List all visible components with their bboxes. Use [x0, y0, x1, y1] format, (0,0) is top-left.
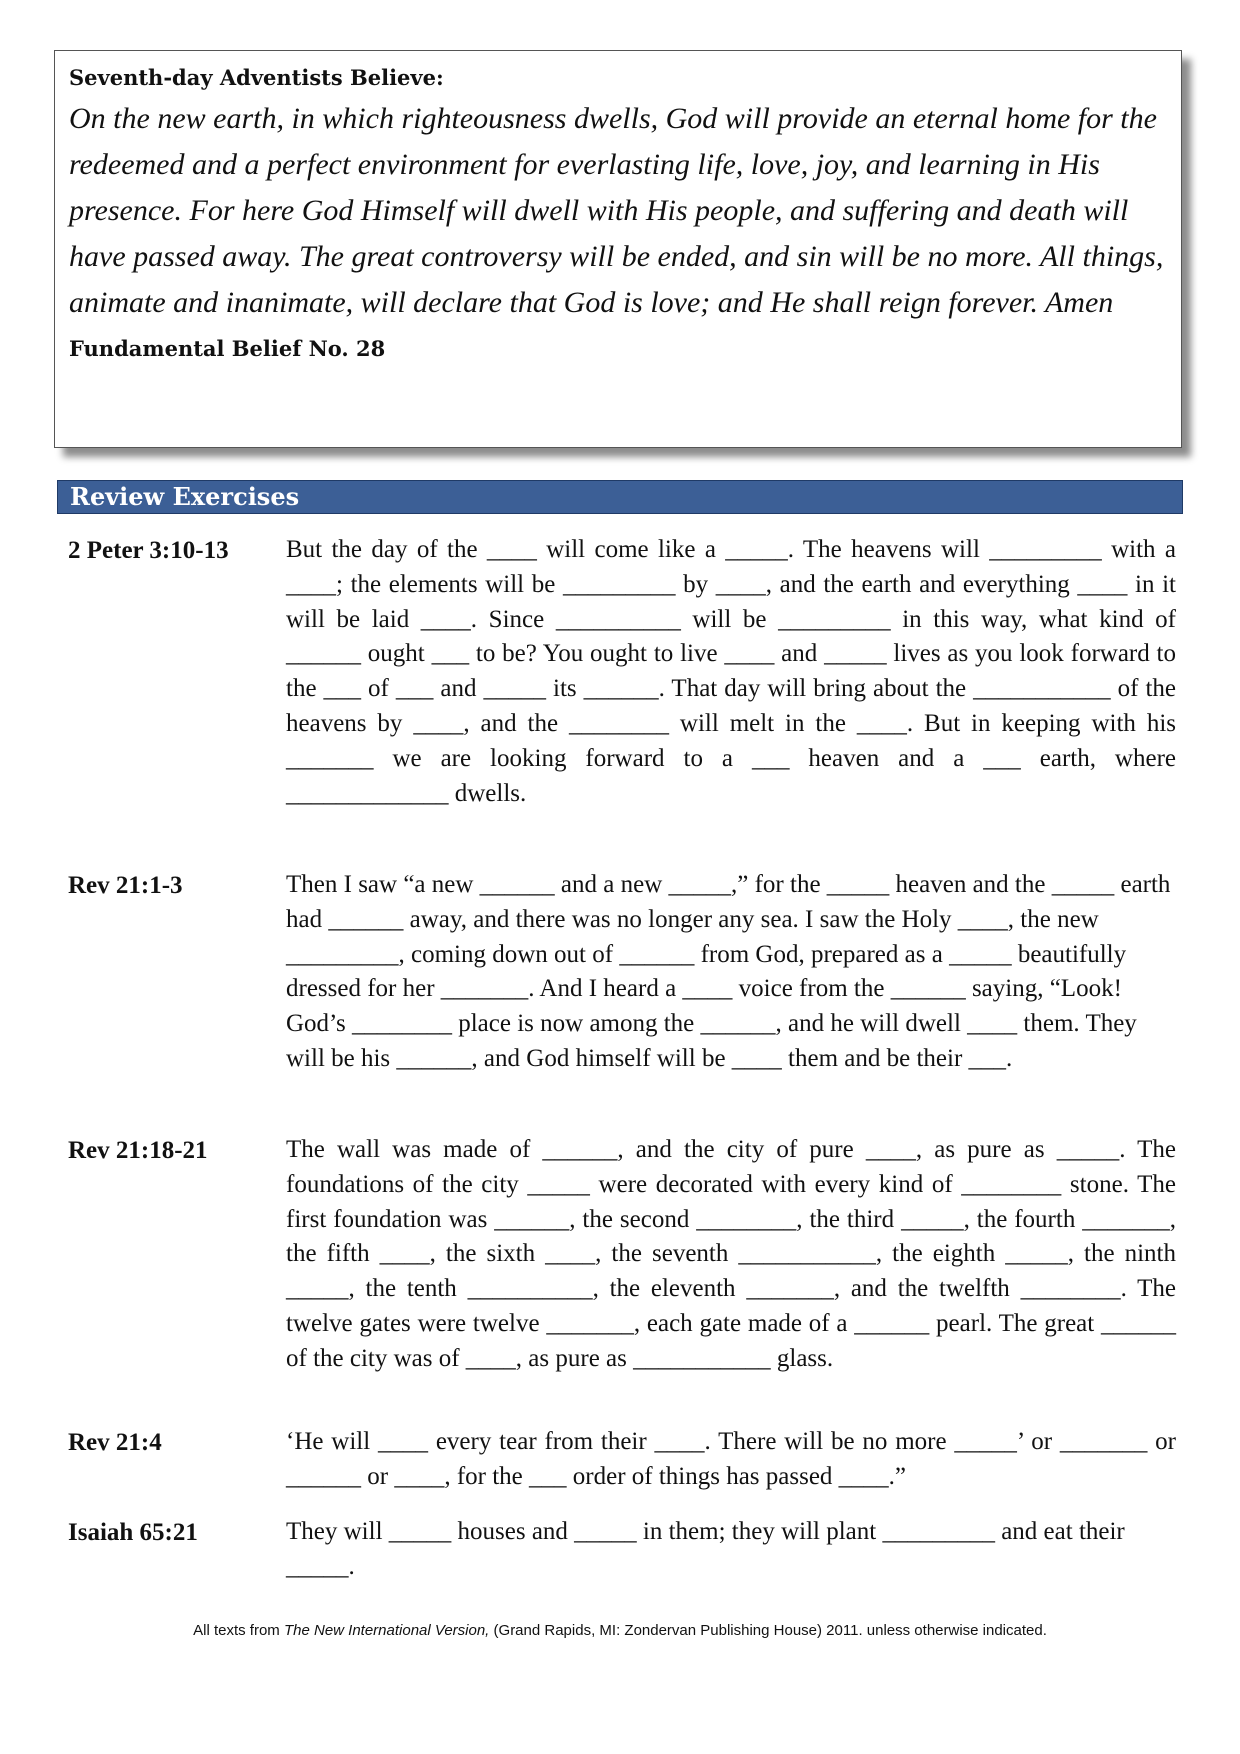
- belief-text: On the new earth, in which righteousness dwells, God will provide an eternal home for the redeemed and a perfect environment for everlasting life, love, joy, and learning in His presence. For here God Himself will dwell with His people, and suffering and death will have passed away. The great controversy will be ended, and sin will be no more. All things, animate and inanimate, will declare that God is love; and He shall reign forever. Amen: [69, 102, 1164, 319]
- exercise-text: The wall was made of ______, and the city of pure ____, as pure as _____. The foundations of the city _____ were decorated with every kind of ________ stone. The first foundation was ______, the second ________, the third _____, the fourth _______, the fifth ____, the sixth ____, the seventh ___________, the eighth _____, the ninth _____, the tenth __________, the eleventh _______, and the twelfth ________. The twelve gates were twelve _______, each gate made of a ______ pearl. The great ______ of the city was of ____, as pure as ___________ glass.: [286, 1136, 1176, 1372]
- exercise-reference: Rev 21:18-21: [68, 1137, 208, 1164]
- review-exercises-header: Review Exercises: [57, 480, 1183, 514]
- footer-version-title: The New International Version,: [283, 1622, 490, 1639]
- exercise-text: They will _____ houses and _____ in them; they will plant _________ and eat their _____.: [286, 1518, 1125, 1580]
- footer-citation: [0, 1622, 1240, 1639]
- exercise-text: Then I saw “a new ______ and a new _____,” for the _____ heaven and the _____ earth had ______ away, and there was no longer any sea. I saw the Holy ____, the new _________, coming down out of ______ from God, prepared as a _____ beautifully dressed for her _______. And I heard a ____ voice from the ______ saying, “Look! God’s ________ place is now among the ______, and he will dwell ____ them. They will be his ______, and God himself will be ____ them and be their ___.: [286, 871, 1171, 1072]
- footer-suffix: (Grand Rapids, MI: Zondervan Publishing House) 2011. unless otherwise indicated.: [489, 1622, 1047, 1639]
- exercise-reference: 2 Peter 3:10-13: [68, 537, 229, 564]
- belief-reference: Fundamental Belief No. 28: [69, 336, 386, 361]
- exercise-text: But the day of the ____ will come like a _____. The heavens will _________ with a ____; the elements will be _________ by ____, and the earth and everything ____ in it will be laid ____. Since __________ will be _________ in this way, what kind of ______ ought ___ to be? You ought to live ____ and _____ lives as you look forward to the ___ of ___ and _____ its ______. That day will bring about the ___________ of the heavens by ____, and the ________ will melt in the ____. But in keeping with his _______ we are looking forward to a ___ heaven and a ___ earth, where _____________ dwells.: [286, 536, 1176, 807]
- exercise-reference: Rev 21:1-3: [68, 872, 183, 899]
- exercise-reference: Isaiah 65:21: [68, 1519, 198, 1546]
- exercise-reference: Rev 21:4: [68, 1429, 162, 1456]
- belief-box: [54, 50, 1182, 448]
- belief-heading: Seventh-day Adventists Believe:: [69, 65, 444, 90]
- exercise-text: ‘He will ____ every tear from their ____. There will be no more _____’ or _______ or ______ or ____, for the ___ order of things has passed ____.”: [286, 1428, 1176, 1490]
- footer-prefix: All texts from: [193, 1622, 284, 1639]
